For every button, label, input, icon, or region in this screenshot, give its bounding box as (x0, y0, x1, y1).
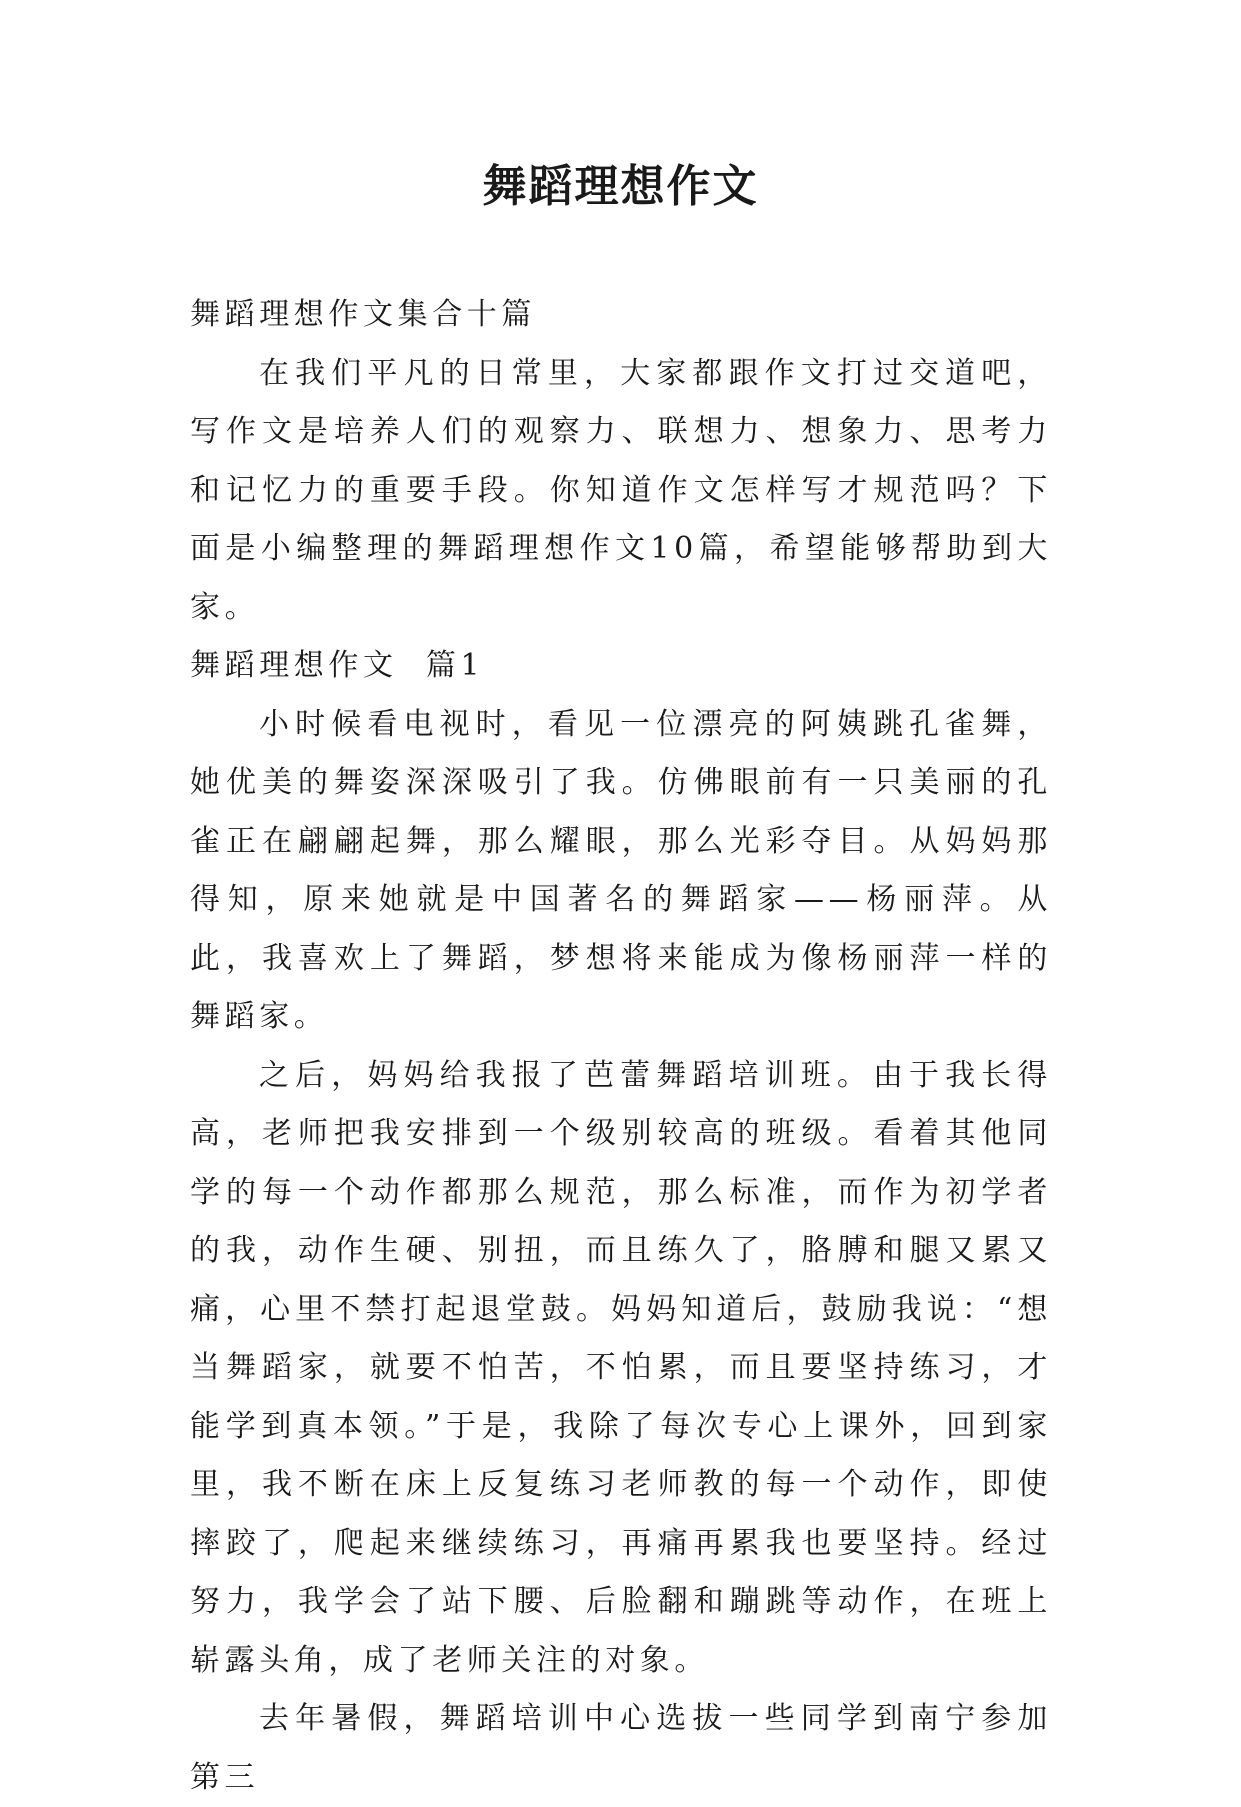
document-body (190, 286, 1052, 1807)
section-heading: 舞蹈理想作文 篇1 (190, 648, 485, 683)
body-paragraph: 去年暑假，舞蹈培训中心选拔一些同学到南宁参加第三 (190, 1701, 1052, 1795)
body-paragraph: 小时候看电视时，看见一位漂亮的阿姨跳孔雀舞，她优美的舞姿深深吸引了我。仿佛眼前有一只美丽的孔雀正在翩翩起舞，那么耀眼，那么光彩夺目。从妈妈那得知，原来她就是中国著名的舞蹈家——杨丽萍。从此，我喜欢上了舞蹈，梦想将来能成为像杨丽萍一样的舞蹈家。 (190, 706, 1052, 1034)
body-paragraph: 之后，妈妈给我报了芭蕾舞蹈培训班。由于我长得高，老师把我安排到一个级别较高的班级。看着其他同学的每一个动作都那么规范，那么标准，而作为初学者的我，动作生硬、别扭，而且练久了，胳膊和腿又累又痛，心里不禁打起退堂鼓。妈妈知道后，鼓励我说：“想当舞蹈家，就要不怕苦，不怕累，而且要坚持练习，才能学到真本领。”于是，我除了每次专心上课外，回到家里，我不断在床上反复练习老师教的每一个动作，即使摔跤了，爬起来继续练习，再痛再累我也要坚持。经过努力，我学会了站下腰、后脸翻和蹦跳等动作，在班上崭露头角，成了老师关注的对象。 (190, 1057, 1052, 1678)
intro-paragraph: 在我们平凡的日常里，大家都跟作文打过交道吧，写作文是培养人们的观察力、联想力、想象力、思考力和记忆力的重要手段。你知道作文怎样写才规范吗？下面是小编整理的舞蹈理想作文10篇，希望能够帮助到大家。 (190, 355, 1052, 625)
document-subtitle: 舞蹈理想作文集合十篇 (190, 297, 536, 332)
document-title: 舞蹈理想作文 (482, 161, 759, 212)
